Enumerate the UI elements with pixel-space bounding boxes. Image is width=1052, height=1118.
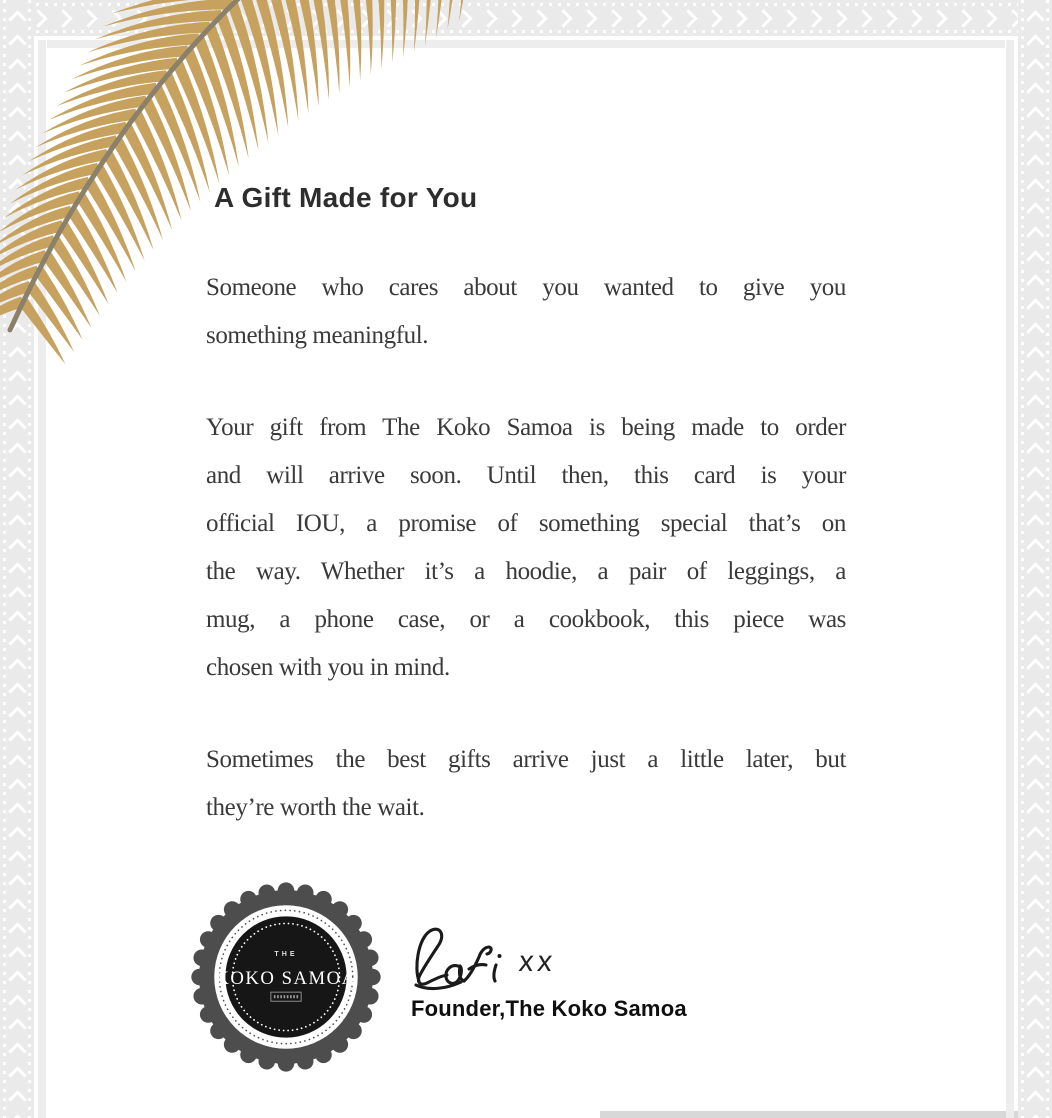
chevron-pattern-icon	[8, 442, 26, 460]
chevron-pattern-icon	[1026, 178, 1044, 196]
chevron-pattern-icon	[554, 9, 572, 27]
chevron-pattern-icon	[1026, 322, 1044, 340]
chevron-pattern-icon	[1026, 370, 1044, 388]
chevron-pattern-icon	[529, 9, 547, 27]
chevron-pattern-icon	[8, 466, 26, 484]
chevron-pattern-icon	[1026, 802, 1044, 820]
chevron-pattern-icon	[579, 9, 597, 27]
chevron-pattern-icon	[8, 562, 26, 580]
chevron-pattern-icon	[8, 754, 26, 772]
palm-frond-shape	[351, 0, 373, 75]
palm-frond-shape	[447, 0, 460, 30]
chevron-pattern-icon	[1026, 898, 1044, 916]
chevron-pattern-icon	[8, 418, 26, 436]
chevron-pattern-icon	[8, 970, 26, 988]
palm-frond-shape	[239, 0, 278, 135]
chevron-pattern-icon	[1026, 394, 1044, 412]
chevron-pattern-icon	[679, 9, 697, 27]
chevron-pattern-icon	[829, 9, 847, 27]
chevron-pattern-icon	[1026, 466, 1044, 484]
chevron-pattern-icon	[1026, 922, 1044, 940]
signature-kisses: xx	[517, 946, 558, 978]
text-line: Your gift from The Koko Samoa is being made to order	[206, 414, 846, 441]
inner-frame-line-right	[1006, 40, 1014, 1118]
chevron-pattern-icon	[8, 1090, 26, 1108]
paragraph	[206, 264, 846, 360]
text-line: something meaningful.	[206, 322, 429, 349]
signature-stroke	[446, 966, 464, 984]
chevron-pattern-icon	[8, 874, 26, 892]
chevron-pattern-icon	[8, 1066, 26, 1084]
chevron-pattern-icon	[1026, 0, 1044, 4]
signature-stroke	[417, 929, 447, 984]
chevron-pattern-icon	[1026, 274, 1044, 292]
chevron-pattern-icon	[1026, 682, 1044, 700]
chevron-pattern-icon	[704, 9, 722, 27]
palm-frond-shape	[228, 2, 269, 143]
chevron-pattern-icon	[1026, 1066, 1044, 1084]
chevron-pattern-icon	[1026, 418, 1044, 436]
palm-frond-shape	[433, 0, 447, 38]
chevron-pattern-icon	[8, 514, 26, 532]
chevron-pattern-icon	[8, 1018, 26, 1036]
paragraph	[206, 404, 846, 692]
chevron-pattern-icon	[8, 634, 26, 652]
chevron-pattern-icon	[754, 9, 772, 27]
chevron-pattern-icon	[1026, 754, 1044, 772]
palm-frond-shape	[419, 0, 434, 46]
text-line: mug, a phone case, or a cookbook, this piece was	[206, 606, 846, 633]
chevron-pattern-icon	[629, 9, 647, 27]
chevron-pattern-icon	[1026, 226, 1044, 244]
chevron-pattern-icon	[1026, 1114, 1044, 1118]
chevron-pattern-icon	[479, 9, 497, 27]
chevron-pattern-icon	[1026, 490, 1044, 508]
chevron-pattern-icon	[8, 946, 26, 964]
palm-frond-shape	[459, 0, 470, 22]
text-line: official IOU, a promise of something special that’s on	[206, 510, 846, 537]
chevron-pattern-icon	[8, 610, 26, 628]
card-title: A Gift Made for You	[214, 182, 478, 213]
chevron-pattern-icon	[654, 9, 672, 27]
chevron-pattern-icon	[979, 9, 997, 27]
chevron-pattern-icon	[1026, 202, 1044, 220]
chevron-pattern-icon	[1026, 826, 1044, 844]
chevron-pattern-icon	[904, 9, 922, 27]
chevron-pattern-icon	[1026, 706, 1044, 724]
chevron-pattern-icon	[8, 586, 26, 604]
chevron-pattern-icon	[8, 490, 26, 508]
chevron-pattern-icon	[729, 9, 747, 27]
signature-i-dot	[498, 954, 502, 958]
chevron-pattern-icon	[1026, 1090, 1044, 1108]
chevron-pattern-icon	[1026, 634, 1044, 652]
chevron-pattern-icon	[1026, 994, 1044, 1012]
text-line: chosen with you in mind.	[206, 654, 450, 681]
chevron-pattern-icon	[1026, 946, 1044, 964]
chevron-pattern-icon	[779, 9, 797, 27]
chevron-pattern-icon	[1026, 658, 1044, 676]
chevron-pattern-icon	[604, 9, 622, 27]
chevron-pattern-icon	[8, 850, 26, 868]
text-line: Someone who cares about you wanted to give you	[206, 274, 846, 301]
founder-signature	[412, 926, 517, 998]
chevron-pattern-icon	[854, 9, 872, 27]
chevron-pattern-icon	[8, 730, 26, 748]
chevron-pattern-icon	[1026, 58, 1044, 76]
palm-frond-shape	[216, 13, 258, 151]
chevron-pattern-icon	[1026, 778, 1044, 796]
chevron-pattern-icon	[1026, 10, 1044, 28]
chevron-pattern-icon	[1026, 1018, 1044, 1036]
chevron-pattern-icon	[1026, 130, 1044, 148]
chevron-pattern-icon	[8, 826, 26, 844]
chevron-pattern-icon	[1026, 970, 1044, 988]
chevron-pattern-icon	[929, 9, 947, 27]
chevron-pattern-icon	[8, 538, 26, 556]
chevron-pattern-icon	[1026, 106, 1044, 124]
chevron-pattern-icon	[1026, 442, 1044, 460]
chevron-pattern-icon	[1026, 610, 1044, 628]
chevron-pattern-icon	[1026, 850, 1044, 868]
chevron-pattern-icon	[1026, 250, 1044, 268]
signature-stroke	[469, 965, 486, 969]
founder-title: Founder,The Koko Samoa	[411, 996, 687, 1021]
chevron-pattern-icon	[1026, 514, 1044, 532]
chevron-pattern-icon	[8, 706, 26, 724]
chevron-pattern-icon	[8, 1042, 26, 1060]
chevron-pattern-icon	[1026, 298, 1044, 316]
text-line: and will arrive soon. Until then, this card is your	[206, 462, 846, 489]
text-line: Sometimes the best gifts arrive just a little later, but	[206, 746, 846, 773]
chevron-pattern-icon	[1026, 586, 1044, 604]
chevron-pattern-icon	[1026, 874, 1044, 892]
text-line: they’re worth the wait.	[206, 794, 425, 821]
chevron-pattern-icon	[1026, 1042, 1044, 1060]
next-section-edge	[600, 1111, 1052, 1118]
chevron-pattern-icon	[8, 802, 26, 820]
chevron-pattern-icon	[1026, 346, 1044, 364]
chevron-pattern-icon	[879, 9, 897, 27]
chevron-pattern-icon	[1026, 154, 1044, 172]
chevron-pattern-icon	[1026, 538, 1044, 556]
chevron-pattern-icon	[504, 9, 522, 27]
koko-samoa-seal-logo	[189, 880, 383, 1074]
chevron-pattern-icon	[8, 994, 26, 1012]
chevron-pattern-icon	[8, 1114, 26, 1118]
badge-the-text: THE	[274, 950, 298, 958]
chevron-pattern-icon	[8, 682, 26, 700]
chevron-pattern-icon	[1026, 34, 1044, 52]
chevron-pattern-icon	[804, 9, 822, 27]
chevron-pattern-icon	[1026, 82, 1044, 100]
chevron-pattern-icon	[954, 9, 972, 27]
chevron-pattern-icon	[8, 778, 26, 796]
chevron-pattern-icon	[8, 658, 26, 676]
chevron-pattern-icon	[1026, 730, 1044, 748]
chevron-pattern-icon	[8, 922, 26, 940]
chevron-pattern-icon	[8, 898, 26, 916]
badge-brand-text: KOKO SAMOA	[215, 968, 357, 990]
right-border-pattern	[1018, 0, 1052, 1118]
chevron-pattern-icon	[1026, 562, 1044, 580]
signature-stroke	[494, 965, 496, 981]
paragraph	[206, 736, 846, 832]
text-line: the way. Whether it’s a hoodie, a pair of leggings, a	[206, 558, 846, 585]
